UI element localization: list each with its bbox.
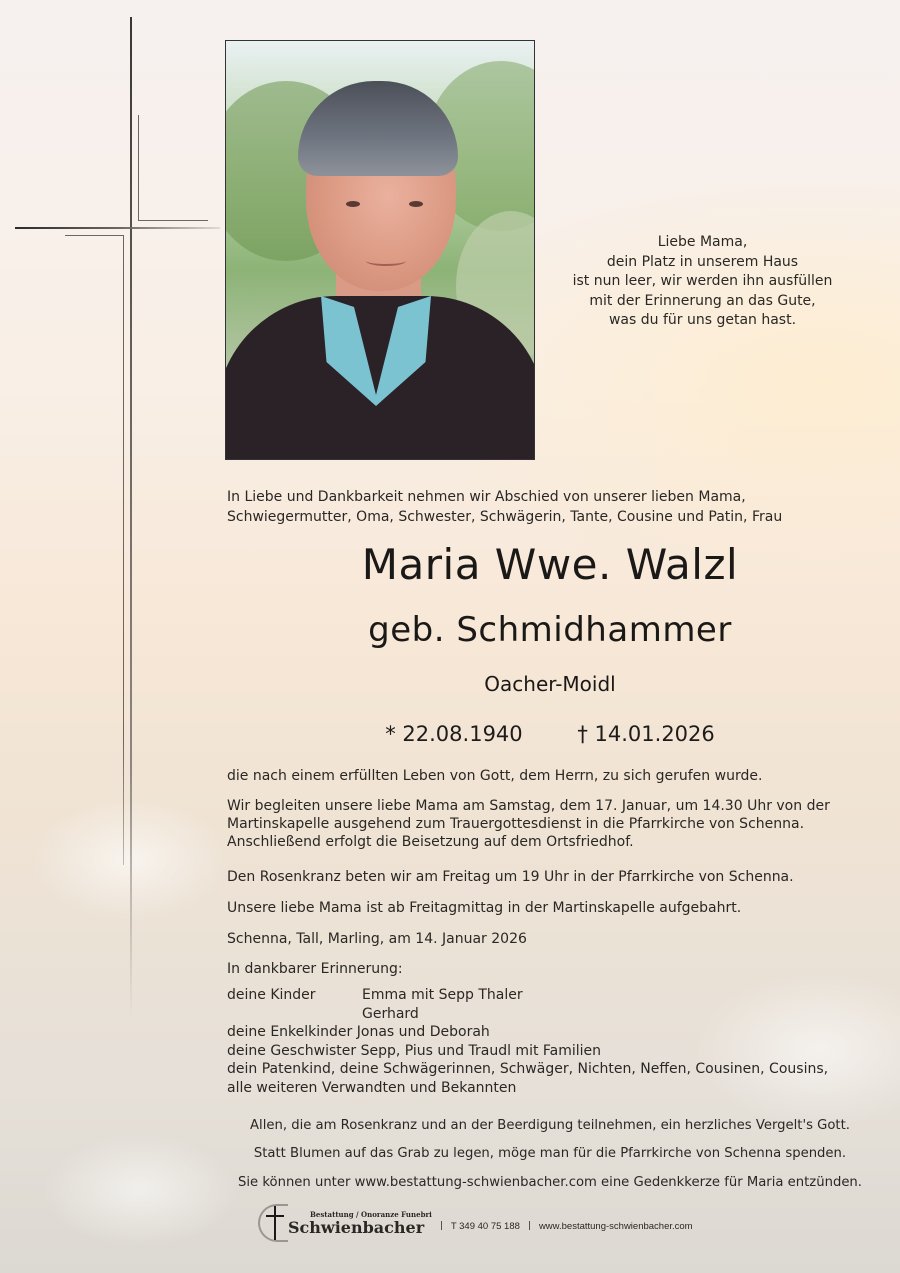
- rosary-text: [227, 868, 877, 886]
- memorial-poem: [555, 233, 850, 331]
- family-value: alle weiteren Verwandten und Bekannten: [227, 1079, 517, 1096]
- family-row-children: [227, 986, 828, 1005]
- poem-line: mit der Erinnerung an das Gute,: [589, 292, 816, 309]
- deceased-birth-name: geb. Schmidhammer: [368, 610, 732, 650]
- photo-mouth: [366, 256, 406, 266]
- remembrance-heading: [227, 960, 877, 978]
- funeral-line: Wir begleiten unsere liebe Mama am Samstag, dem 17. Januar, um 14.30 Uhr von der: [227, 798, 830, 814]
- donation-text: Statt Blumen auf das Grab zu legen, möge man für die Pfarrkirche von Schenna spenden.: [253, 1146, 847, 1161]
- footer-separator: |: [439, 1221, 443, 1231]
- life-dates: [225, 722, 875, 746]
- deceased-name: Maria Wwe. Walzl: [361, 540, 739, 589]
- poem-line: Liebe Mama,: [657, 234, 748, 250]
- family-label: deine Enkelkinder: [227, 1024, 353, 1040]
- cross-logo-icon: [258, 1204, 292, 1242]
- intro-line: Schwiegermutter, Oma, Schwester, Schwägerin, Tante, Cousine und Patin, Frau: [227, 509, 783, 525]
- intro-line: In Liebe und Dankbarkeit nehmen wir Abschied von unserer lieben Mama,: [227, 489, 746, 505]
- family-label-spacer: [227, 1005, 362, 1024]
- family-row-others: [227, 1079, 828, 1098]
- family-row-grandchildren: [227, 1023, 828, 1042]
- remembrance-line: In dankbarer Erinnerung:: [227, 961, 403, 977]
- portrait-photo: [225, 40, 535, 460]
- brand-name: Schwienbacher: [288, 1217, 425, 1237]
- laid-out-line: Unsere liebe Mama ist ab Freitagmittag in der Martinskapelle aufgebahrt.: [227, 900, 742, 916]
- family-row-others: [227, 1060, 828, 1079]
- cross-accent-vertical-upper: [138, 115, 139, 221]
- thanks-text: Allen, die am Rosenkranz und an der Beerdigung teilnehmen, ein herzliches Vergelt's Gott.: [250, 1118, 850, 1133]
- logo-cross-vertical: [274, 1206, 276, 1240]
- footer-separator: |: [527, 1221, 531, 1231]
- brand-subtitle: Bestattung / Onoranze Funebri: [310, 1209, 432, 1219]
- photo-eye: [409, 201, 423, 207]
- family-label: deine Geschwister: [227, 1042, 357, 1059]
- footer-phone: T 349 40 75 188: [450, 1220, 520, 1232]
- poem-line: was du für uns getan hast.: [608, 312, 797, 328]
- family-value: Gerhard: [362, 1005, 419, 1022]
- funeral-home-footer: [258, 1204, 693, 1242]
- footer-website-link[interactable]: www.bestattung-schwienbacher.com: [538, 1220, 693, 1232]
- family-row-children: [227, 1005, 828, 1024]
- cross-vertical-line: [130, 17, 132, 1017]
- cross-accent-vertical-lower: [123, 235, 124, 865]
- birth-date: * 22.08.1940: [385, 722, 523, 746]
- place-date-line: Schenna, Tall, Marling, am 14. Januar 2026: [227, 931, 527, 947]
- photo-eye: [346, 201, 360, 207]
- place-date-text: [227, 930, 877, 948]
- family-label: deine Kinder: [227, 987, 316, 1003]
- cross-accent-horizontal-upper: [138, 220, 208, 221]
- called-home-line: die nach einem erfüllten Leben von Gott, dem Herrn, zu sich gerufen wurde.: [227, 768, 763, 784]
- laid-out-text: [227, 899, 877, 917]
- intro-text: [227, 487, 782, 527]
- family-value: Sepp, Pius und Traudl mit Familien: [360, 1042, 602, 1059]
- cross-horizontal-line: [15, 227, 220, 229]
- death-date: † 14.01.2026: [577, 722, 715, 746]
- family-value: dein Patenkind, deine Schwägerinnen, Schwäger, Nichten, Neffen, Cousinen, Cousins,: [227, 1061, 829, 1077]
- photo-sweater: [225, 296, 535, 460]
- poem-line: ist nun leer, wir werden ihn ausfüllen: [572, 273, 833, 289]
- funeral-details: [227, 797, 877, 851]
- family-value: Jonas und Deborah: [356, 1024, 490, 1040]
- family-row-siblings: [227, 1042, 828, 1061]
- called-home-text: [227, 767, 877, 785]
- family-value: Emma mit Sepp Thaler: [362, 987, 523, 1003]
- cross-accent-horizontal-lower: [65, 235, 124, 236]
- candle-text: Sie können unter www.bestattung-schwienbacher.com eine Gedenkkerze für Maria entzünden.: [238, 1175, 862, 1190]
- funeral-line: Anschließend erfolgt die Beisetzung auf dem Ortsfriedhof.: [227, 834, 634, 850]
- funeral-line: Martinskapelle ausgehend zum Trauergottesdienst in die Pfarrkirche von Schenna.: [227, 816, 805, 832]
- funeral-home-brand: [288, 1210, 432, 1237]
- family-list: [227, 986, 828, 1097]
- poem-line: dein Platz in unserem Haus: [606, 253, 799, 270]
- deceased-nickname: Oacher-Moidl: [484, 672, 616, 696]
- rosary-line: Den Rosenkranz beten wir am Freitag um 19 Uhr in der Pfarrkirche von Schenna.: [227, 869, 794, 885]
- logo-cross-horizontal: [266, 1215, 284, 1217]
- logo-arc: [258, 1204, 288, 1242]
